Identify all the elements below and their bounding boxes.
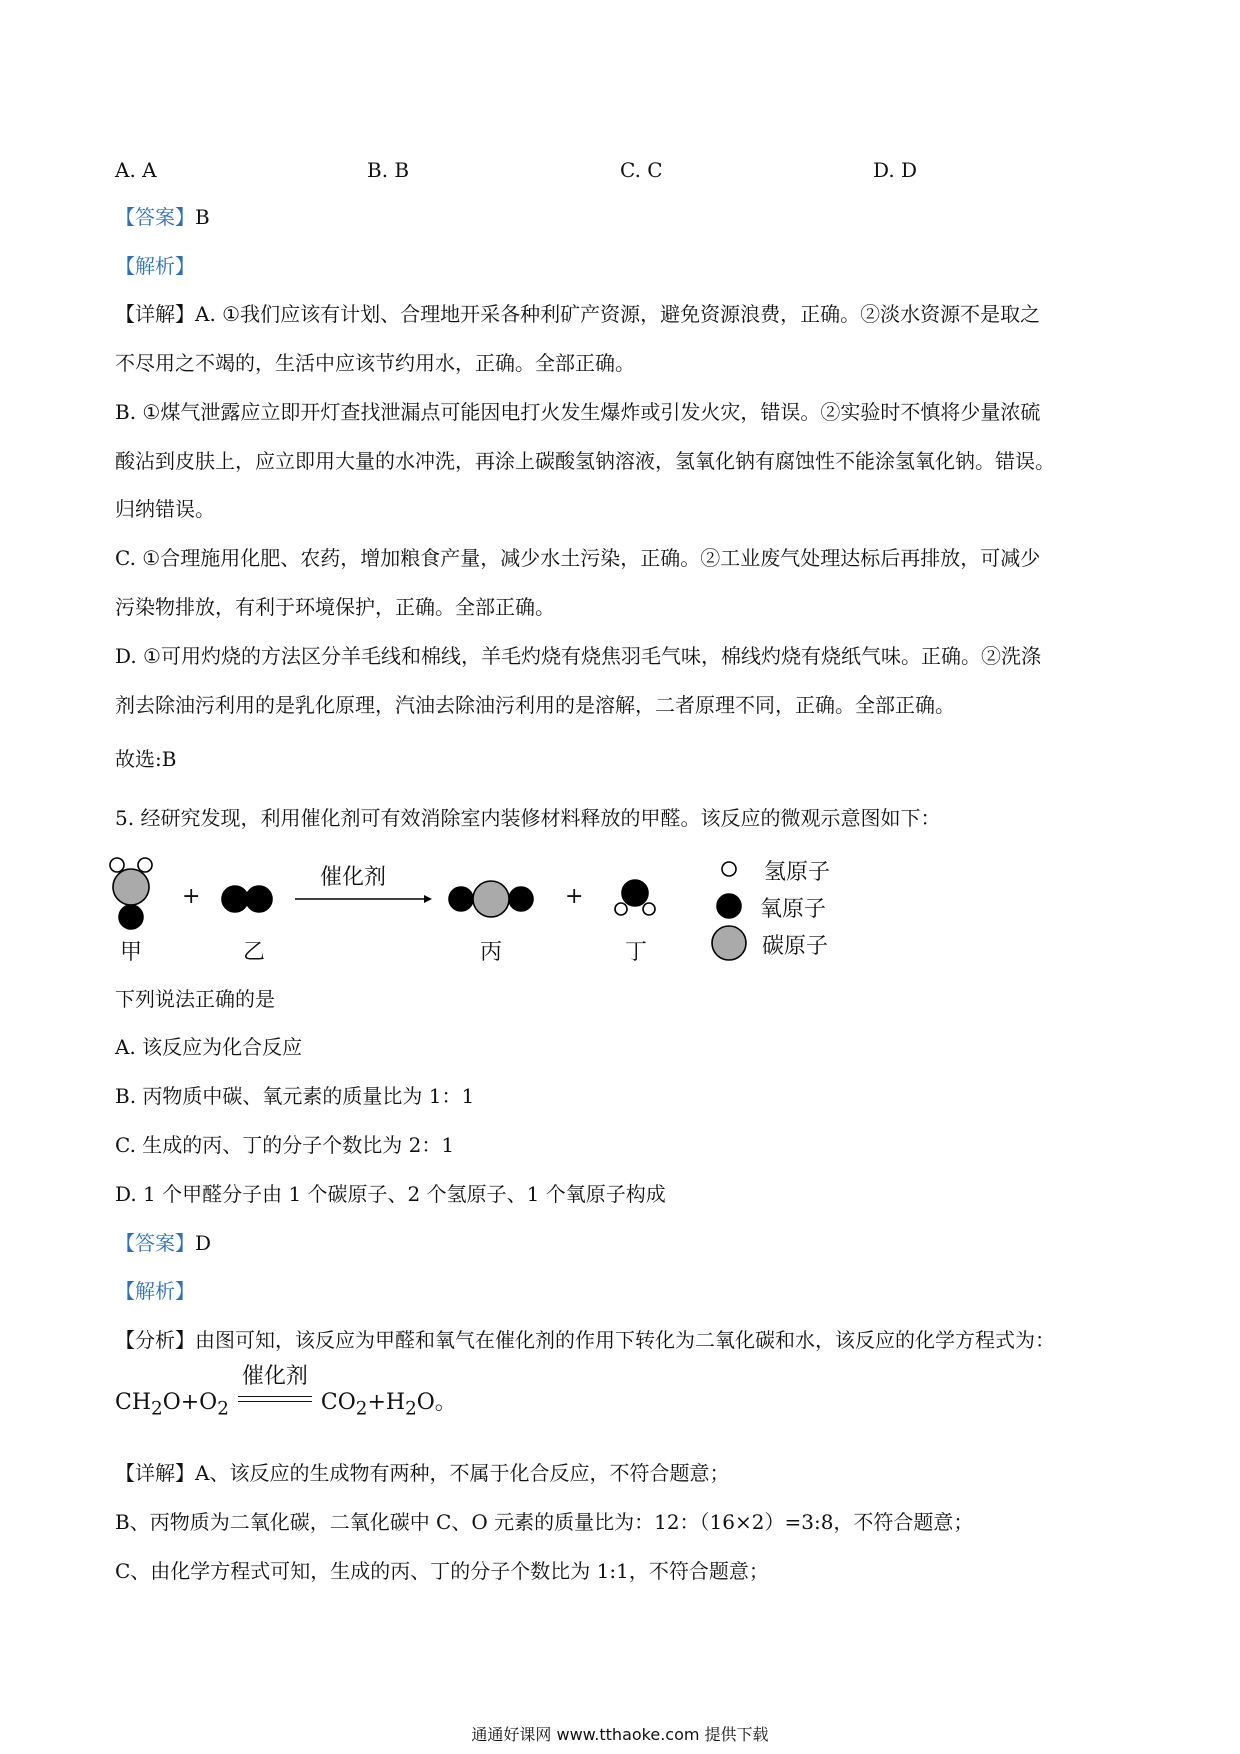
hydrogen-atom-icon	[643, 903, 655, 915]
chemical-equation: $CH_2O+O_2$ 催化剂 $CO_2+H_2O$。	[115, 1364, 457, 1420]
q5-detail-b: B、丙物质为二氧化碳，二氧化碳中 C、O 元素的质量比为：12：（16×2）=3:8，不符合题意；	[115, 1510, 974, 1534]
q4-detail-a2: 不尽用之不竭的，生活中应该节约用水，正确。全部正确。	[115, 351, 635, 375]
option-a: A. A	[115, 158, 157, 182]
oxygen-atom-icon	[222, 886, 248, 912]
legend-hydrogen-icon	[722, 862, 736, 876]
q4-detail-d2: 剂去除油污利用的是乳化原理，汽油去除油污利用的是溶解，二者原理不同，正确。全部正确。	[115, 693, 955, 717]
q4-analysis-tag: 【解析】	[115, 254, 195, 278]
footer-watermark: 通通好课网 www.tthaoke.com 提供下载	[471, 1725, 769, 1744]
carbon-atom-icon	[473, 881, 509, 917]
equation-condition: 催化剂	[236, 1393, 314, 1413]
option-c: C. C	[620, 158, 663, 182]
catalyst-label: 催化剂	[320, 865, 387, 890]
label-yi: 乙	[243, 940, 266, 965]
legend-carbon-icon	[712, 926, 746, 960]
legend-oxygen-icon	[717, 894, 741, 918]
q5-option-c: C. 生成的丙、丁的分子个数比为 2：1	[115, 1133, 455, 1157]
oxygen-atom-icon	[246, 886, 272, 912]
hydrogen-atom-icon	[138, 858, 152, 872]
q5-option-d: D. 1 个甲醛分子由 1 个碳原子、2 个氢原子、1 个氧原子构成	[115, 1182, 666, 1206]
q5-answer: 【答案】D	[115, 1231, 212, 1255]
plus-sign: +	[565, 884, 584, 909]
q4-detail-b1: B. ①煤气泄露应立即开灯查找泄漏点可能因电打火发生爆炸或引发火灾，错误。②实验时不慎将少量浓硫	[115, 400, 1041, 424]
q5-prompt: 下列说法正确的是	[115, 987, 275, 1011]
reaction-diagram	[0, 840, 1240, 980]
oxygen-atom-icon	[622, 880, 648, 906]
q5-analysis-tag: 【解析】	[115, 1279, 195, 1303]
legend-oxygen: 氧原子	[760, 897, 827, 922]
q4-choose: 故选:B	[115, 747, 177, 771]
option-d: D. D	[873, 158, 918, 182]
q5-stem: 5. 经研究发现，利用催化剂可有效消除室内装修材料释放的甲醛。该反应的微观示意图如下：	[115, 806, 941, 830]
label-jia: 甲	[120, 940, 143, 965]
q5-detail-c: C、由化学方程式可知，生成的丙、丁的分子个数比为 1:1，不符合题意；	[115, 1559, 769, 1583]
oxygen-atom-icon	[509, 887, 533, 911]
q4-detail-d1: D. ①可用灼烧的方法区分羊毛线和棉线，羊毛灼烧有烧焦羽毛气味，棉线灼烧有烧纸气味。正确。②洗涤	[115, 644, 1041, 668]
oxygen-atom-icon	[119, 905, 143, 929]
carbon-atom-icon	[113, 869, 149, 905]
q4-detail-b2: 酸沾到皮肤上，应立即用大量的水冲洗，再涂上碳酸氢钠溶液，氢氧化钠有腐蚀性不能涂氢氧化钠。错误。	[115, 449, 1055, 473]
hydrogen-atom-icon	[615, 903, 627, 915]
q4-detail-c2: 污染物排放，有利于环境保护，正确。全部正确。	[115, 595, 555, 619]
legend-carbon: 碳原子	[762, 934, 829, 959]
label-ding: 丁	[625, 940, 648, 965]
q5-detail-a: 【详解】A、该反应的生成物有两种，不属于化合反应，不符合题意；	[115, 1461, 730, 1485]
q5-fenxi: 【分析】由图可知，该反应为甲醛和氧气在催化剂的作用下转化为二氧化碳和水，该反应的化学方程式为：	[115, 1328, 1055, 1352]
q4-detail-c1: C. ①合理施用化肥、农药，增加粮食产量，减少水土污染，正确。②工业废气处理达标后再排放，可减少	[115, 546, 1041, 570]
q5-option-a: A. 该反应为化合反应	[115, 1035, 303, 1059]
label-bing: 丙	[480, 940, 503, 965]
option-b: B. B	[367, 158, 410, 182]
hydrogen-atom-icon	[110, 858, 124, 872]
oxygen-atom-icon	[449, 887, 473, 911]
arrow-head-icon	[424, 895, 432, 903]
q4-detail-a1: 【详解】A. ①我们应该有计划、合理地开采各种利矿产资源，避免资源浪费，正确。②淡水资源不是取之	[115, 302, 1041, 326]
q4-answer: 【答案】B	[115, 205, 210, 229]
q5-option-b: B. 丙物质中碳、氧元素的质量比为 1：1	[115, 1084, 475, 1108]
legend-hydrogen: 氢原子	[764, 860, 831, 885]
plus-sign: +	[182, 884, 201, 909]
q4-detail-b3: 归纳错误。	[115, 497, 215, 521]
